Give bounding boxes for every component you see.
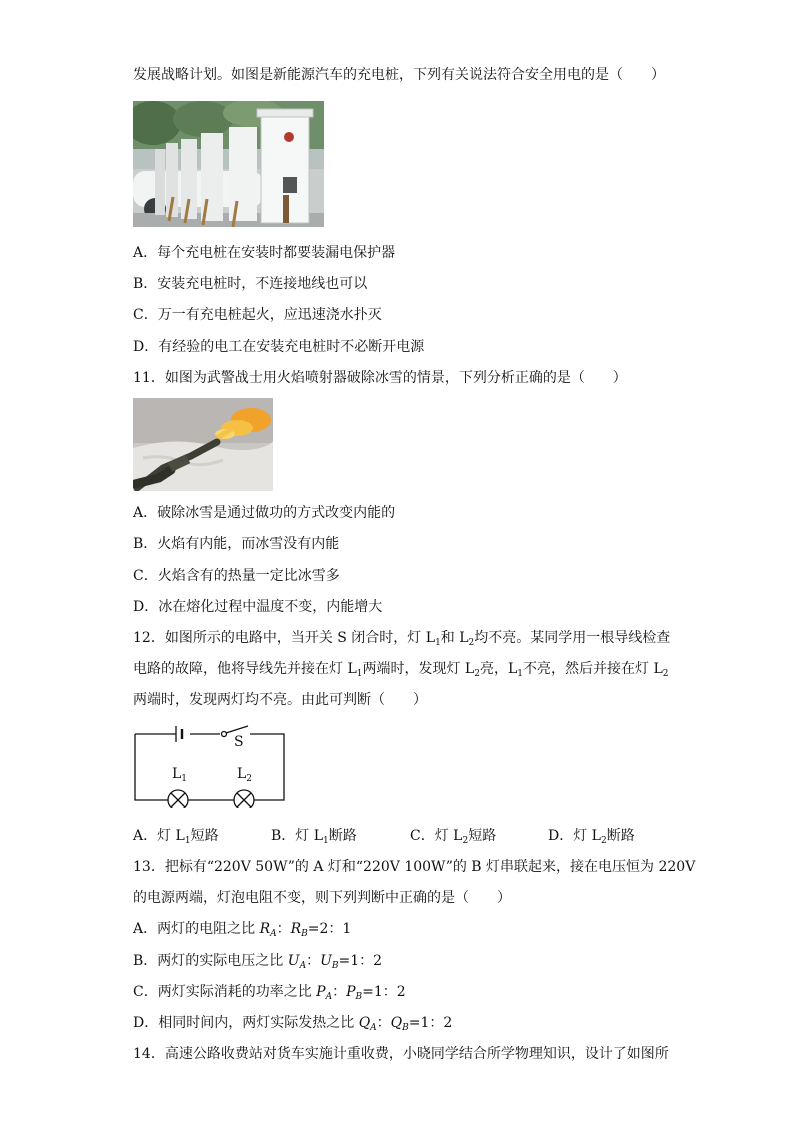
q12-option-b: B．灯 $L_1$断路 xyxy=(271,828,357,846)
q10-stem: 发展战略计划。如图是新能源汽车的充电桩，下列有关说法符合安全用电的是（ ） xyxy=(133,67,665,83)
flamethrower-photo xyxy=(133,398,273,491)
q11-option-d: D．冰在熔化过程中温度不变，内能增大 xyxy=(133,599,383,615)
circuit-lamp2-label: $L_2$ xyxy=(237,766,253,784)
circuit-diagram xyxy=(130,718,290,808)
q10-option-b: B．安装充电桩时，不连接地线也可以 xyxy=(133,276,368,292)
q11-option-c: C．火焰含有的热量一定比冰雪多 xyxy=(133,568,340,584)
q10-option-d: D．有经验的电工在安装充电桩时不必断开电源 xyxy=(133,339,425,355)
q10-option-a: A．每个充电桩在安装时都要装漏电保护器 xyxy=(133,245,396,261)
q13-option-c: C．两灯实际消耗的功率之比 $P_A$：$P_B=1$：2 xyxy=(133,984,406,1002)
q11-option-b: B．火焰有内能，而冰雪没有内能 xyxy=(133,536,340,552)
q13-option-d: D．相同时间内，两灯实际发热之比 $Q_A$：$Q_B=1$：2 xyxy=(133,1015,453,1033)
q11-option-a: A．破除冰雪是通过做功的方式改变内能的 xyxy=(133,505,396,521)
q12-option-c: C．灯 $L_2$短路 xyxy=(410,828,497,846)
q10-option-c: C．万一有充电桩起火，应迅速浇水扑灭 xyxy=(133,307,382,323)
q12-line-3: 两端时，发现两灯均不亮。由此可判断（ ） xyxy=(133,692,427,708)
q12-line-2: 电路的故障，他将导线先并接在灯 $L_1$两端时，发现灯 $L_2$亮，$L_1$不亮，然后并接在灯 $L_2$ xyxy=(133,661,669,679)
q12-line-1: 12．如图所示的电路中，当开关 S 闭合时，灯 $L_1$和 $L_2$均不亮。某同学用一根导线检查 xyxy=(133,630,671,648)
q13-option-b: B．两灯的实际电压之比 $U_A$：$U_B=1$：2 xyxy=(133,953,383,971)
q11-stem: 11．如图为武警战士用火焰喷射器破除冰雪的情景，下列分析正确的是（ ） xyxy=(133,370,627,386)
q14-line-1: 14．高速公路收费站对货车实施计重收费，小晓同学结合所学物理知识，设计了如图所 xyxy=(133,1046,669,1062)
q12-option-a: A．灯 $L_1$短路 xyxy=(133,828,219,846)
q13-line-2: 的电源两端，灯泡电阻不变，则下列判断中正确的是（ ） xyxy=(133,890,511,906)
q12-option-d: D．灯 $L_2$断路 xyxy=(548,828,635,846)
charging-pile-photo xyxy=(133,101,324,227)
circuit-switch-label: S xyxy=(234,734,244,750)
circuit-lamp1-label: $L_1$ xyxy=(172,766,188,784)
q13-option-a: A．两灯的电阻之比 $R_A$：$R_B=2$：1 xyxy=(133,921,352,939)
q13-line-1: 13．把标有“220V 50W”的 A 灯和“220V 100W”的 B 灯串联起来，接在电压恒为 220V xyxy=(133,859,696,875)
